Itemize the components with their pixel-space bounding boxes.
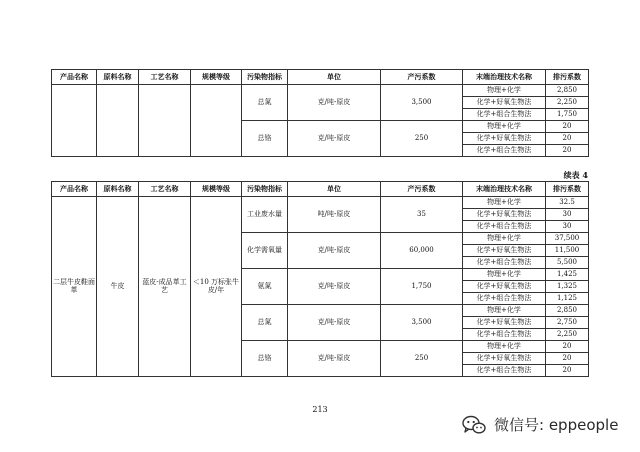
tech-cell: 化学+好氧生物法 xyxy=(463,353,546,365)
factor-cell: 250 xyxy=(381,341,463,377)
product-cell: 二层牛皮鞋面革 xyxy=(52,197,97,377)
tech-cell: 化学+组合生物法 xyxy=(463,365,546,377)
wechat-icon xyxy=(462,415,486,435)
pollutant-cell: 总氮 xyxy=(242,305,288,341)
coef-cell: 20 xyxy=(546,133,589,145)
tech-cell: 化学+好氧生物法 xyxy=(463,133,546,145)
col-header: 工艺名称 xyxy=(139,182,191,197)
process-cell: 蓝皮-成品革工艺 xyxy=(139,197,191,377)
coef-cell: 20 xyxy=(546,145,589,157)
coef-cell: 32.5 xyxy=(546,197,589,209)
unit-cell: 克/吨-原皮 xyxy=(288,121,381,157)
coef-cell: 20 xyxy=(546,341,589,353)
coef-cell: 1,750 xyxy=(546,109,589,121)
col-header: 产品名称 xyxy=(52,70,97,85)
col-header: 原料名称 xyxy=(97,70,139,85)
coef-cell: 20 xyxy=(546,353,589,365)
tech-cell: 化学+好氧生物法 xyxy=(463,245,546,257)
col-header: 污染物指标 xyxy=(242,182,288,197)
scale-cell xyxy=(191,85,242,157)
coef-cell: 20 xyxy=(546,365,589,377)
unit-cell: 克/吨-原皮 xyxy=(288,85,381,121)
col-header: 单位 xyxy=(288,70,381,85)
tech-cell: 化学+好氧生物法 xyxy=(463,317,546,329)
header-row xyxy=(52,182,589,197)
tech-cell: 物理+化学 xyxy=(463,197,546,209)
unit-cell: 克/吨-原皮 xyxy=(288,233,381,269)
emission-table-top xyxy=(51,69,589,157)
pollutant-cell: 总氮 xyxy=(242,85,288,121)
col-header: 排污系数 xyxy=(546,70,589,85)
page-number: 213 xyxy=(312,405,328,414)
col-header: 产品名称 xyxy=(52,182,97,197)
col-header: 末端治理技术名称 xyxy=(463,182,546,197)
factor-cell: 250 xyxy=(381,121,463,157)
coef-cell: 5,500 xyxy=(546,257,589,269)
col-header: 污染物指标 xyxy=(242,70,288,85)
product-cell xyxy=(52,85,97,157)
col-header: 单位 xyxy=(288,182,381,197)
coef-cell: 2,250 xyxy=(546,97,589,109)
coef-cell: 11,500 xyxy=(546,245,589,257)
factor-cell: 60,000 xyxy=(381,233,463,269)
tech-cell: 化学+组合生物法 xyxy=(463,329,546,341)
tech-cell: 物理+化学 xyxy=(463,305,546,317)
coef-cell: 30 xyxy=(546,221,589,233)
tech-cell: 化学+好氧生物法 xyxy=(463,97,546,109)
tech-cell: 物理+化学 xyxy=(463,121,546,133)
emission-table-continued xyxy=(51,181,589,377)
scale-cell: ＜10 万标张牛皮/年 xyxy=(191,197,242,377)
tech-cell: 化学+组合生物法 xyxy=(463,293,546,305)
factor-cell: 3,500 xyxy=(381,85,463,121)
coef-cell: 2,850 xyxy=(546,305,589,317)
pollutant-cell: 氨氮 xyxy=(242,269,288,305)
tech-cell: 物理+化学 xyxy=(463,85,546,97)
coef-cell: 1,125 xyxy=(546,293,589,305)
coef-cell: 37,500 xyxy=(546,233,589,245)
pollutant-cell: 总铬 xyxy=(242,121,288,157)
unit-cell: 克/吨-原皮 xyxy=(288,269,381,305)
tech-cell: 物理+化学 xyxy=(463,269,546,281)
tech-cell: 化学+组合生物法 xyxy=(463,109,546,121)
tech-cell: 物理+化学 xyxy=(463,233,546,245)
col-header: 产污系数 xyxy=(381,182,463,197)
coef-cell: 1,425 xyxy=(546,269,589,281)
coef-cell: 2,850 xyxy=(546,85,589,97)
factor-cell: 35 xyxy=(381,197,463,233)
coef-cell: 1,325 xyxy=(546,281,589,293)
coef-cell: 2,750 xyxy=(546,317,589,329)
unit-cell: 吨/吨-原皮 xyxy=(288,197,381,233)
unit-cell: 克/吨-原皮 xyxy=(288,305,381,341)
tech-cell: 化学+好氧生物法 xyxy=(463,209,546,221)
pollutant-cell: 工业废水量 xyxy=(242,197,288,233)
process-cell xyxy=(139,85,191,157)
tech-cell: 化学+组合生物法 xyxy=(463,145,546,157)
col-header: 原料名称 xyxy=(97,182,139,197)
factor-cell: 1,750 xyxy=(381,269,463,305)
col-header: 产污系数 xyxy=(381,70,463,85)
tech-cell: 化学+组合生物法 xyxy=(463,221,546,233)
coef-cell: 30 xyxy=(546,209,589,221)
table-row xyxy=(52,85,589,97)
tech-cell: 物理+化学 xyxy=(463,341,546,353)
coef-cell: 20 xyxy=(546,121,589,133)
material-cell xyxy=(97,85,139,157)
wechat-watermark xyxy=(462,414,618,435)
col-header: 排污系数 xyxy=(546,182,589,197)
continued-table-label: 续表 4 xyxy=(563,170,588,180)
material-cell: 牛皮 xyxy=(97,197,139,377)
tech-cell: 化学+好氧生物法 xyxy=(463,281,546,293)
col-header: 末端治理技术名称 xyxy=(463,70,546,85)
col-header: 工艺名称 xyxy=(139,70,191,85)
col-header: 规模等级 xyxy=(191,70,242,85)
unit-cell: 克/吨-原皮 xyxy=(288,341,381,377)
table-row xyxy=(52,197,589,209)
col-header: 规模等级 xyxy=(191,182,242,197)
factor-cell: 3,500 xyxy=(381,305,463,341)
coef-cell: 2,250 xyxy=(546,329,589,341)
tech-cell: 化学+组合生物法 xyxy=(463,257,546,269)
pollutant-cell: 总铬 xyxy=(242,341,288,377)
watermark-text: 微信号: eppeople xyxy=(494,416,619,434)
header-row xyxy=(52,70,589,85)
pollutant-cell: 化学需氧量 xyxy=(242,233,288,269)
